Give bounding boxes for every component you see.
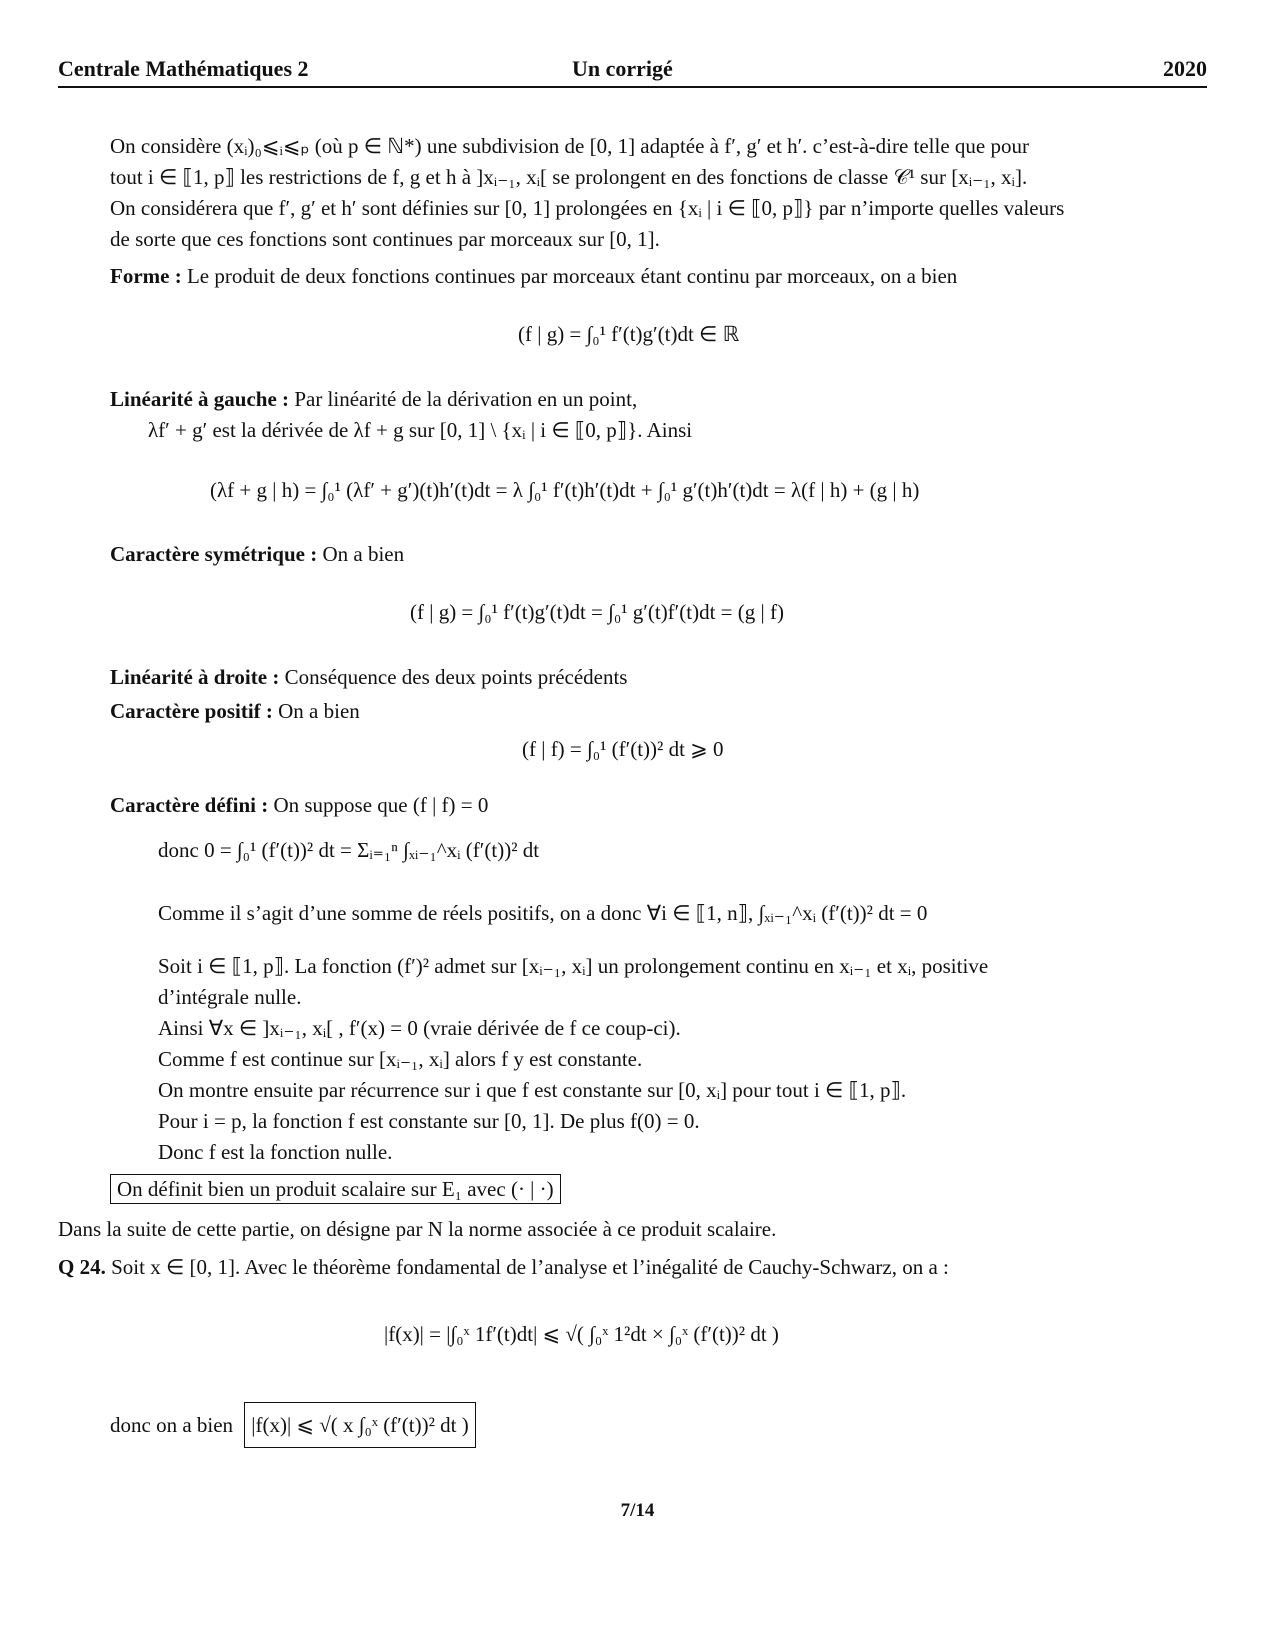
forme-text: Le produit de deux fonctions continues par morceaux étant continu par morceaux, on a bien (186, 264, 958, 288)
intro-line-4: de sorte que ces fonctions sont continues par morceaux sur [0, 1]. (110, 227, 660, 251)
suite-text: Dans la suite de cette partie, on désigne par N la norme associée à ce produit scalaire. (58, 1217, 777, 1241)
defini-line-7: On montre ensuite par récurrence sur i que f est constante sur [0, xᵢ] pour tout i ∈ ⟦1, p⟧. (158, 1078, 907, 1102)
lin-gauche-text-2: λf′ + g′ est la dérivée de λf + g sur [0, 1] \ {xᵢ | i ∈ ⟦0, p⟧}. Ainsi (148, 418, 693, 442)
q24-text: Soit x ∈ [0, 1]. Avec le théorème fondamental de l’analyse et l’inégalité de Cauchy-Schwarz, on a : (111, 1255, 949, 1279)
header-left: Centrale Mathématiques 2 (58, 56, 309, 81)
lin-gauche-label: Linéarité à gauche : (110, 387, 290, 411)
symetrique-section (110, 539, 404, 570)
q24-conclusion (110, 1410, 476, 1441)
q24-label: Q 24. (58, 1255, 106, 1279)
symetrique-label: Caractère symétrique : (110, 542, 318, 566)
q24-equation: |f(x)| = |∫₀ˣ 1f′(t)dt| ⩽ √( ∫₀ˣ 1²dt × ∫₀ˣ (f′(t))² dt ) (384, 1322, 779, 1346)
intro-line-1: On considère (xᵢ)₀⩽ᵢ⩽ₚ (où p ∈ ℕ*) une subdivision de [0, 1] adaptée à f′, g′ et h′. c’est-à-dire telle que pour (110, 134, 1029, 158)
q24-boxed-result: |f(x)| ⩽ √( x ∫₀ˣ (f′(t))² dt ) (244, 1402, 475, 1448)
forme-section (110, 261, 957, 292)
symetrique-text: On a bien (322, 542, 405, 566)
lin-droite-section (110, 662, 627, 693)
lin-gauche-section (110, 384, 637, 415)
header-rule (58, 86, 1207, 88)
q24-donc: donc on a bien (110, 1413, 234, 1437)
defini-line-2: Comme il s’agit d’une somme de réels positifs, on a donc ∀i ∈ ⟦1, n⟧, ∫ₓᵢ₋₁^xᵢ (f′(t))² dt = 0 (158, 901, 928, 925)
header-center: Un corrigé (572, 56, 673, 81)
defini-line-9: Donc f est la fonction nulle. (158, 1140, 393, 1164)
lin-droite-text: Conséquence des deux points précédents (284, 665, 628, 689)
defini-text: On suppose que (f | f) = 0 (273, 793, 489, 817)
positif-equation: (f | f) = ∫₀¹ (f′(t))² dt ⩾ 0 (522, 737, 724, 761)
defini-line-3: Soit i ∈ ⟦1, p⟧. La fonction (f′)² admet sur [xᵢ₋₁, xᵢ] un prolongement continu en xᵢ₋₁ et xᵢ, positive (158, 954, 989, 978)
lin-gauche-text: Par linéarité de la dérivation en un point, (294, 387, 638, 411)
intro-paragraph (110, 131, 1150, 255)
intro-line-2: tout i ∈ ⟦1, p⟧ les restrictions de f, g et h à ]xᵢ₋₁, xᵢ[ se prolongent en des fonctions de classe 𝒞¹ sur [xᵢ₋₁, xᵢ]. (110, 165, 1028, 189)
positif-label: Caractère positif : (110, 699, 273, 723)
page-header (58, 56, 1207, 86)
defini-line-5: Ainsi ∀x ∈ ]xᵢ₋₁, xᵢ[ , f′(x) = 0 (vraie dérivée de f ce coup-ci). (158, 1016, 681, 1040)
defini-line-4: d’intégrale nulle. (158, 985, 302, 1009)
defini-proof (158, 951, 1148, 1168)
defini-section (110, 790, 488, 821)
defini-line-8: Pour i = p, la fonction f est constante sur [0, 1]. De plus f(0) = 0. (158, 1109, 700, 1133)
conclusion-box: On définit bien un produit scalaire sur E₁ avec (· | ·) (110, 1174, 561, 1204)
defini-label: Caractère défini : (110, 793, 269, 817)
defini-line-1: donc 0 = ∫₀¹ (f′(t))² dt = Σᵢ₌₁ⁿ ∫ₓᵢ₋₁^xᵢ (f′(t))² dt (158, 838, 540, 862)
symetrique-equation: (f | g) = ∫₀¹ f′(t)g′(t)dt = ∫₀¹ g′(t)f′(t)dt = (g | f) (410, 600, 784, 624)
defini-line-6: Comme f est continue sur [xᵢ₋₁, xᵢ] alors f y est constante. (158, 1047, 643, 1071)
intro-line-3: On considérera que f′, g′ et h′ sont définies sur [0, 1] prolongées en {xᵢ | i ∈ ⟦0, p⟧} par n’importe quelles valeurs (110, 196, 1065, 220)
conclusion-box-wrap (110, 1174, 561, 1205)
forme-equation: (f | g) = ∫₀¹ f′(t)g′(t)dt ∈ ℝ (518, 322, 740, 346)
header-right: 2020 (1163, 56, 1207, 81)
page-number: 7/14 (620, 1500, 655, 1521)
lin-gauche-equation: (λf + g | h) = ∫₀¹ (λf′ + g′)(t)h′(t)dt = λ ∫₀¹ f′(t)h′(t)dt + ∫₀¹ g′(t)h′(t)dt = λ(f | h) + (g | h) (210, 478, 920, 502)
q24-section (58, 1252, 949, 1283)
lin-droite-label: Linéarité à droite : (110, 665, 280, 689)
forme-label: Forme : (110, 264, 182, 288)
positif-section (110, 696, 360, 727)
positif-text: On a bien (278, 699, 360, 723)
